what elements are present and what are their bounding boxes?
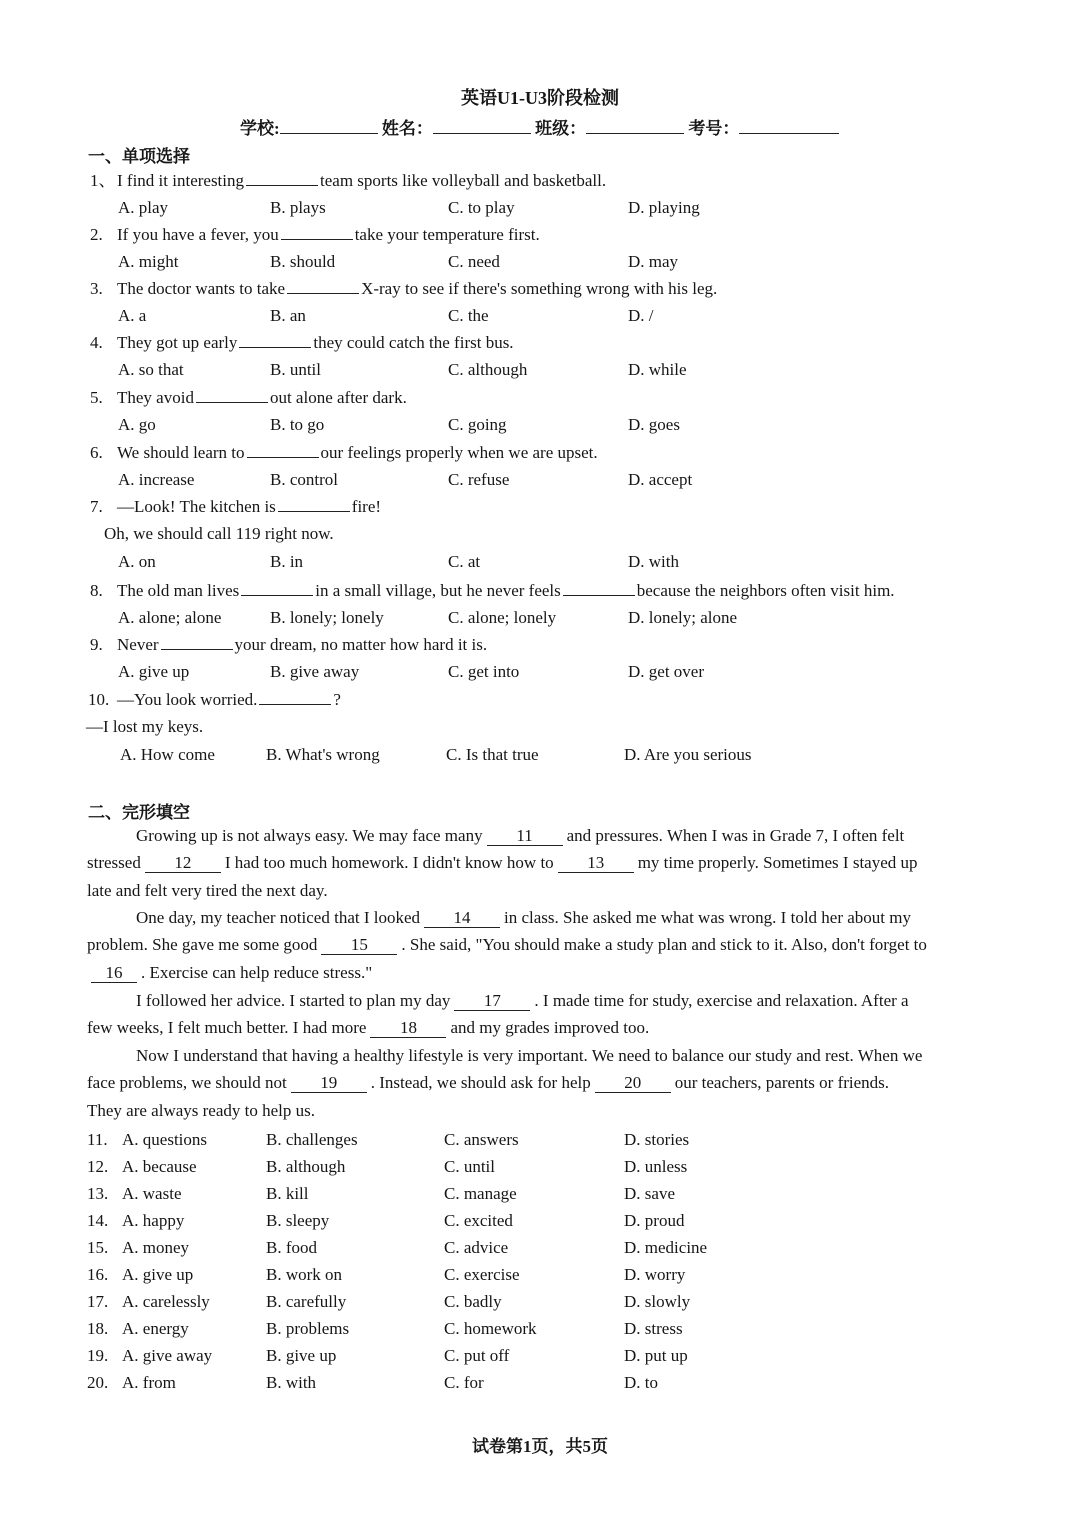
option-d: D. playing [628, 198, 700, 217]
blank-number: 17 [454, 992, 530, 1011]
question-number: 7. [90, 497, 103, 516]
option-row [0, 659, 1080, 685]
option-d: D. slowly [624, 1292, 691, 1311]
blank-number: 11 [487, 827, 563, 846]
question-line2 [0, 521, 1080, 547]
option-b: B. until [270, 360, 322, 379]
option-d: D. save [624, 1184, 675, 1203]
passage-text: Now I understand that having a healthy lifestyle is very important. We need to balance our study and rest. When we [136, 1046, 923, 1065]
option-row [0, 357, 1080, 383]
stem-text: —You look worried. [117, 690, 258, 709]
cloze-option-row [0, 1262, 1080, 1288]
cloze-option-row [0, 1316, 1080, 1342]
passage-line [136, 991, 909, 1011]
passage-line [87, 853, 918, 873]
question-stem [0, 632, 1080, 658]
option-b: B. in [270, 552, 304, 571]
option-a: A. play [118, 198, 169, 217]
question-stem [0, 385, 1080, 411]
stem-text: The doctor wants to take [117, 279, 286, 298]
option-b: B. lonely; lonely [270, 608, 384, 627]
passage-line [87, 1101, 315, 1121]
passage-text: and my grades improved too. [450, 1018, 650, 1037]
class-blank [586, 119, 684, 134]
student-info-line [240, 114, 839, 139]
option-d: D. proud [624, 1211, 685, 1230]
passage-line [87, 935, 927, 955]
question-number: 16. [87, 1265, 109, 1284]
option-a: A. questions [122, 1130, 207, 1149]
option-c: C. advice [444, 1238, 509, 1257]
blank-number: 19 [291, 1074, 367, 1093]
option-c: C. at [448, 552, 481, 571]
passage-text: I had too much homework. I didn't know how to [224, 853, 554, 872]
stem-text: They avoid [117, 388, 194, 407]
option-a: A. so that [118, 360, 184, 379]
passage-text: They are always ready to help us. [87, 1101, 315, 1120]
passage-line [136, 908, 911, 928]
option-a: A. a [118, 306, 147, 325]
option-b: B. with [266, 1373, 317, 1392]
option-c: C. for [444, 1373, 484, 1392]
question-stem [0, 168, 1080, 194]
answer-blank [247, 442, 319, 458]
option-row [0, 605, 1080, 631]
cloze-option-row [0, 1289, 1080, 1315]
option-row [0, 742, 1080, 768]
cloze-option-row [0, 1127, 1080, 1153]
question-stem [0, 440, 1080, 466]
stem-text: because the neighbors often visit him. [636, 581, 895, 600]
question-stem [0, 578, 1080, 604]
question-text [117, 632, 487, 658]
passage-text: our teachers, parents or friends. [674, 1073, 890, 1092]
option-b: B. challenges [266, 1130, 358, 1149]
option-c: C. manage [444, 1184, 517, 1203]
school-blank [280, 119, 378, 134]
option-d: D. accept [628, 470, 693, 489]
option-a: A. energy [122, 1319, 189, 1338]
blank-number: 14 [424, 909, 500, 928]
passage-text: face problems, we should not [87, 1073, 287, 1092]
passage-text: problem. She gave me some good [87, 935, 318, 954]
option-d: D. while [628, 360, 687, 379]
option-d: D. Are you serious [624, 745, 752, 764]
question-number: 14. [87, 1211, 109, 1230]
passage-text: my time properly. Sometimes I stayed up [637, 853, 918, 872]
option-a: A. increase [118, 470, 195, 489]
question-number: 9. [90, 635, 103, 654]
option-c: C. get into [448, 662, 520, 681]
option-d: D. stress [624, 1319, 683, 1338]
option-d: D. with [628, 552, 679, 571]
stem-text: fire! [351, 497, 382, 516]
question-text [117, 494, 381, 520]
question-stem [0, 222, 1080, 248]
question-stem [0, 494, 1080, 520]
passage-text: . She said, "You should make a study plan and stick to it. Also, don't forget to [401, 935, 927, 954]
option-a: A. give up [118, 662, 190, 681]
stem-text: Never [117, 635, 159, 654]
option-c: C. to play [448, 198, 515, 217]
question-text [117, 440, 598, 466]
passage-line [87, 1018, 649, 1038]
passage-text: stressed [87, 853, 141, 872]
option-c: C. going [448, 415, 507, 434]
blank-number: 20 [595, 1074, 671, 1093]
question-text [117, 687, 341, 713]
stem-text: —Look! The kitchen is [117, 497, 276, 516]
stem-text: your dream, no matter how hard it is. [234, 635, 488, 654]
stem-text: our feelings properly when we are upset. [320, 443, 598, 462]
option-d: D. lonely; alone [628, 608, 738, 627]
answer-blank [241, 580, 313, 596]
option-a: A. happy [122, 1211, 185, 1230]
question-number: 3. [90, 279, 103, 298]
question-stem [0, 330, 1080, 356]
blank-number: 12 [145, 854, 221, 873]
option-b: B. an [270, 306, 306, 325]
answer-blank [196, 387, 268, 403]
option-c: C. Is that true [446, 745, 539, 764]
option-c: C. the [448, 306, 489, 325]
option-c: C. put off [444, 1346, 510, 1365]
name-label: 姓名： [381, 119, 433, 138]
passage-text: One day, my teacher noticed that I looked [136, 908, 421, 927]
question-line2 [0, 714, 1080, 740]
question-stem [0, 687, 1080, 713]
option-a: A. How come [120, 745, 215, 764]
option-b: B. give away [270, 662, 360, 681]
option-c: C. homework [444, 1319, 537, 1338]
option-d: D. goes [628, 415, 680, 434]
stem-text: If you have a fever, you [117, 225, 279, 244]
passage-line [87, 881, 328, 901]
stem-text: X-ray to see if there's something wrong with his leg. [361, 279, 718, 298]
stem-text: The old man lives [117, 581, 240, 600]
question-number: 2. [90, 225, 103, 244]
option-row [0, 549, 1080, 575]
stem-text: team sports like volleyball and basketball. [320, 171, 607, 190]
question-number: 17. [87, 1292, 109, 1311]
class-label: 班级： [535, 119, 587, 138]
passage-text: in class. She asked me what was wrong. I told her about my [504, 908, 911, 927]
option-row [0, 249, 1080, 275]
option-c: C. alone; lonely [448, 608, 557, 627]
question-number: 15. [87, 1238, 109, 1257]
answer-blank [278, 496, 350, 512]
exam-title: 英语U1-U3阶段检测 [461, 88, 619, 108]
stem-text: out alone after dark. [269, 388, 407, 407]
option-a: A. money [122, 1238, 190, 1257]
option-c: C. until [444, 1157, 496, 1176]
blank-number: 16 [91, 964, 137, 983]
answer-blank [161, 634, 233, 650]
option-a: A. go [118, 415, 156, 434]
option-d: D. get over [628, 662, 705, 681]
question-text [117, 222, 540, 248]
stem-text: They got up early [117, 333, 238, 352]
question-number: 6. [90, 443, 103, 462]
question-text [117, 168, 606, 194]
section1-heading: 一、单项选择 [88, 147, 190, 166]
option-d: D. medicine [624, 1238, 708, 1257]
stem-text: they could catch the first bus. [313, 333, 514, 352]
passage-text: . Instead, we should ask for help [370, 1073, 591, 1092]
passage-line [87, 963, 372, 983]
question-number: 13. [87, 1184, 109, 1203]
name-blank [433, 119, 531, 134]
option-d: D. unless [624, 1157, 688, 1176]
answer-blank [563, 580, 635, 596]
cloze-option-row [0, 1154, 1080, 1180]
question-text [117, 276, 717, 302]
passage-text: and pressures. When I was in Grade 7, I often felt [566, 826, 905, 845]
passage-line [136, 1046, 922, 1066]
exam-no-label: 考号： [688, 119, 740, 138]
option-b: B. food [266, 1238, 317, 1257]
option-c: C. answers [444, 1130, 519, 1149]
option-a: A. carelessly [122, 1292, 210, 1311]
option-d: D. worry [624, 1265, 686, 1284]
option-row [0, 303, 1080, 329]
cloze-option-row [0, 1181, 1080, 1207]
passage-text: . Exercise can help reduce stress." [141, 963, 373, 982]
cloze-option-row [0, 1208, 1080, 1234]
option-c: C. badly [444, 1292, 502, 1311]
option-a: A. alone; alone [118, 608, 222, 627]
option-row [0, 467, 1080, 493]
blank-number: 18 [370, 1019, 446, 1038]
school-label: 学校: [240, 119, 280, 138]
question-number: 19. [87, 1346, 109, 1365]
option-a: A. because [122, 1157, 197, 1176]
option-c: C. need [448, 252, 500, 271]
option-b: B. sleepy [266, 1211, 330, 1230]
cloze-option-row [0, 1370, 1080, 1396]
option-b: B. problems [266, 1319, 350, 1338]
option-d: D. put up [624, 1346, 688, 1365]
question-number: 8. [90, 581, 103, 600]
section2-heading: 二、完形填空 [88, 803, 190, 822]
option-d: D. may [628, 252, 679, 271]
question-number: 5. [90, 388, 103, 407]
exam-no-blank [739, 119, 839, 134]
question-text [117, 330, 514, 356]
answer-blank [281, 224, 353, 240]
option-a: A. might [118, 252, 179, 271]
passage-text: . I made time for study, exercise and relaxation. After a [534, 991, 909, 1010]
option-a: A. give up [122, 1265, 194, 1284]
option-d: D. stories [624, 1130, 690, 1149]
question-number: 4. [90, 333, 103, 352]
passage-text: I followed her advice. I started to plan my day [136, 991, 451, 1010]
question-number: 1、 [90, 171, 116, 190]
option-c: C. excited [444, 1211, 513, 1230]
passage-text: late and felt very tired the next day. [87, 881, 328, 900]
option-b: B. although [266, 1157, 346, 1176]
option-b: B. What's wrong [266, 745, 380, 764]
question-number: 12. [87, 1157, 109, 1176]
answer-blank [259, 689, 331, 705]
passage-text: Growing up is not always easy. We may face many [136, 826, 483, 845]
page-footer: 试卷第1页，共5页 [472, 1437, 608, 1456]
option-a: A. from [122, 1373, 176, 1392]
option-b: B. carefully [266, 1292, 347, 1311]
cloze-option-row [0, 1343, 1080, 1369]
option-b: B. plays [270, 198, 326, 217]
option-b: B. work on [266, 1265, 343, 1284]
question-number: 10. [88, 690, 110, 709]
option-b: B. to go [270, 415, 325, 434]
blank-number: 13 [558, 854, 634, 873]
option-b: B. control [270, 470, 338, 489]
option-b: B. give up [266, 1346, 337, 1365]
passage-text: few weeks, I felt much better. I had more [87, 1018, 367, 1037]
answer-blank [239, 332, 311, 348]
option-a: A. waste [122, 1184, 182, 1203]
stem-text: I find it interesting [117, 171, 245, 190]
option-c: C. refuse [448, 470, 510, 489]
question-stem [0, 276, 1080, 302]
option-d: D. to [624, 1373, 658, 1392]
option-b: B. should [270, 252, 336, 271]
option-c: C. exercise [444, 1265, 520, 1284]
option-row [0, 195, 1080, 221]
question-text [117, 385, 407, 411]
stem-text: in a small village, but he never feels [315, 581, 561, 600]
answer-blank [287, 278, 359, 294]
question-text [117, 578, 895, 604]
stem-text: take your temperature first. [354, 225, 540, 244]
option-c: C. although [448, 360, 528, 379]
stem-text: We should learn to [117, 443, 245, 462]
blank-number: 15 [321, 936, 397, 955]
question-number: 11. [87, 1130, 108, 1149]
option-b: B. kill [266, 1184, 309, 1203]
option-row [0, 412, 1080, 438]
cloze-option-row [0, 1235, 1080, 1261]
question-number: 18. [87, 1319, 109, 1338]
answer-blank [246, 170, 318, 186]
question-number: 20. [87, 1373, 109, 1392]
option-a: A. give away [122, 1346, 213, 1365]
stem-text: ? [333, 690, 341, 709]
passage-line [136, 826, 904, 846]
line2-text: Oh, we should call 119 right now. [104, 524, 334, 543]
passage-line [87, 1073, 889, 1093]
option-a: A. on [118, 552, 156, 571]
line2-text: —I lost my keys. [86, 717, 204, 736]
option-d: D. / [628, 306, 654, 325]
